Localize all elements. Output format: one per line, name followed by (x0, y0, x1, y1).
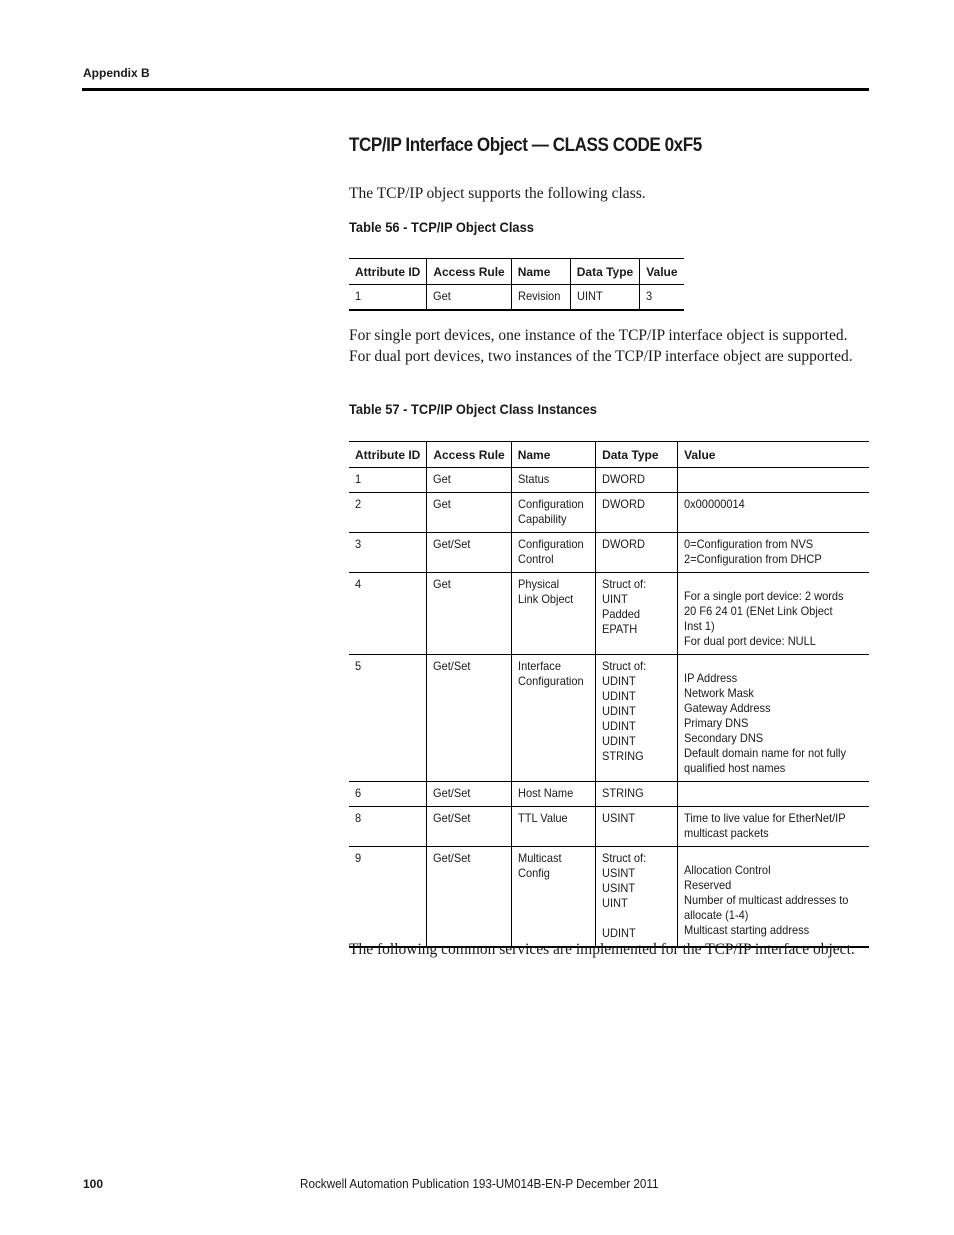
header-rule (82, 88, 869, 91)
cell-text: Get (433, 472, 452, 486)
table-cell (427, 533, 511, 573)
cell-text: Get/Set (433, 851, 471, 865)
cell-text: Configuration Capability (517, 497, 584, 526)
appendix-label: Appendix B (83, 66, 150, 80)
table-cell (511, 493, 595, 533)
column-header: Name (511, 442, 595, 468)
cell-text: For a single port device: 2 words 20 F6 24 01 (ENet Link Object Inst 1) For dual port device: NULL (684, 589, 844, 648)
table-cell (678, 573, 869, 655)
cell-text: Get/Set (433, 659, 471, 673)
table-cell (678, 468, 869, 493)
cell-text: Get/Set (433, 786, 471, 800)
publication-info: Rockwell Automation Publication 193-UM014B-EN-P December 2011 (300, 1176, 659, 1191)
cell-text: 0=Configuration from NVS 2=Configuration from DHCP (684, 537, 822, 566)
cell-text: 3 (355, 537, 362, 551)
cell-text: 6 (355, 786, 362, 800)
table-cell (511, 782, 595, 807)
table-cell (427, 847, 511, 948)
table-cell (427, 655, 511, 782)
table-cell (349, 655, 427, 782)
table-cell (596, 573, 678, 655)
cell-text: Get (433, 577, 452, 591)
section-title: TCP/IP Interface Object — CLASS CODE 0xF5 (349, 135, 702, 156)
column-header: Attribute ID (349, 442, 427, 468)
table-cell (349, 533, 427, 573)
table-cell (427, 807, 511, 847)
table-cell (349, 493, 427, 533)
column-header: Data Type (596, 442, 678, 468)
column-header: Name (511, 259, 570, 285)
cell-text: Multicast Config (517, 851, 562, 880)
table-cell (678, 655, 869, 782)
table-cell (511, 285, 570, 311)
cell-text: Revision (517, 289, 561, 303)
cell-text: Configuration Control (517, 537, 584, 566)
cell-text: 3 (646, 289, 653, 303)
table-row (349, 847, 869, 948)
cell-text: Status (517, 472, 550, 486)
table-cell (427, 468, 511, 493)
page-number: 100 (83, 1177, 104, 1191)
table-row (349, 533, 869, 573)
table-cell (511, 533, 595, 573)
table-cell (596, 847, 678, 948)
cell-text: 1 (355, 472, 362, 486)
table-cell (678, 782, 869, 807)
table-cell (511, 468, 595, 493)
table-cell (678, 493, 869, 533)
table-cell (349, 807, 427, 847)
table-cell (511, 807, 595, 847)
cell-text: 0x00000014 (684, 497, 745, 511)
table57 (349, 441, 869, 948)
table-cell (596, 807, 678, 847)
cell-text: DWORD (602, 472, 646, 486)
table-cell (427, 782, 511, 807)
table-cell (427, 285, 511, 311)
table56 (349, 258, 684, 311)
cell-text: Get (433, 289, 452, 303)
table-row (349, 285, 684, 311)
table-cell (596, 655, 678, 782)
table-cell (678, 807, 869, 847)
services-paragraph: The following common services are implemented for the TCP/IP interface object. (349, 941, 855, 958)
table-cell (511, 573, 595, 655)
cell-text: Allocation Control Reserved Number of multicast addresses to allocate (1-4) Multicast starting address (684, 863, 849, 937)
cell-text: UINT (576, 289, 603, 303)
table-row (349, 782, 869, 807)
column-header: Data Type (570, 259, 639, 285)
cell-text: 4 (355, 577, 362, 591)
instances-paragraph: For single port devices, one instance of the TCP/IP interface object is supported. For dual port devices, two instances of the TCP/IP interface object are supported. (349, 327, 853, 365)
table-cell (427, 493, 511, 533)
cell-text: 8 (355, 811, 362, 825)
cell-text: DWORD (602, 537, 646, 551)
table56-caption: Table 56 - TCP/IP Object Class (349, 219, 534, 235)
table-cell (511, 847, 595, 948)
table-row (349, 807, 869, 847)
cell-text: Struct of: USINT USINT UINT UDINT (602, 851, 647, 940)
table-cell (640, 285, 684, 311)
table-row (349, 493, 869, 533)
column-header: Value (678, 442, 869, 468)
table-cell (596, 533, 678, 573)
cell-text: 5 (355, 659, 362, 673)
table-cell (596, 493, 678, 533)
table-cell (349, 847, 427, 948)
cell-text: USINT (602, 811, 636, 825)
table-cell (427, 573, 511, 655)
cell-text: STRING (602, 786, 644, 800)
table-cell (349, 285, 427, 311)
table-cell (511, 655, 595, 782)
table-cell (349, 468, 427, 493)
cell-text: 9 (355, 851, 362, 865)
column-header: Access Rule (427, 442, 511, 468)
table-cell (596, 782, 678, 807)
table-cell (349, 782, 427, 807)
column-header: Attribute ID (349, 259, 427, 285)
cell-text: Get/Set (433, 537, 471, 551)
table-cell (570, 285, 639, 311)
table-cell (678, 847, 869, 948)
cell-text: Interface Configuration (517, 659, 584, 688)
table-row (349, 573, 869, 655)
cell-text: 1 (355, 289, 362, 303)
table56-header-row (349, 259, 684, 285)
cell-text: Struct of: UDINT UDINT UDINT UDINT UDINT STRING (602, 659, 647, 763)
cell-text: Host Name (517, 786, 573, 800)
intro-paragraph: The TCP/IP object supports the following class. (349, 185, 646, 202)
cell-text: 2 (355, 497, 362, 511)
cell-text: IP Address Network Mask Gateway Address Primary DNS Secondary DNS Default domain name for not fully qualified host names (684, 671, 847, 775)
cell-text: DWORD (602, 497, 646, 511)
column-header: Access Rule (427, 259, 511, 285)
column-header: Value (640, 259, 684, 285)
table-cell (596, 468, 678, 493)
table-row (349, 468, 869, 493)
cell-text: Physical Link Object (517, 577, 573, 606)
table57-caption: Table 57 - TCP/IP Object Class Instances (349, 401, 597, 417)
table-cell (678, 533, 869, 573)
cell-text: Struct of: UINT Padded EPATH (602, 577, 647, 636)
cell-text: Get (433, 497, 452, 511)
cell-text: Get/Set (433, 811, 471, 825)
cell-text: Time to live value for EtherNet/IP multicast packets (684, 811, 846, 840)
cell-text: TTL Value (517, 811, 568, 825)
table-row (349, 655, 869, 782)
table57-header-row (349, 442, 869, 468)
table-cell (349, 573, 427, 655)
